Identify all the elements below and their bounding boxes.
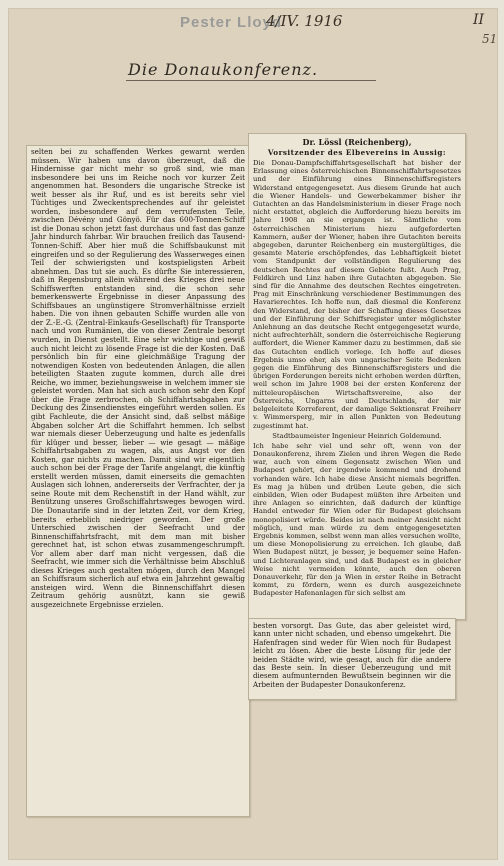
newspaper-stamp: Pester Lloyd (180, 14, 283, 31)
speaker-subheading: Vorsitzender des Elbevereins in Aussig: (267, 148, 447, 157)
clipping-left-column (26, 145, 250, 817)
second-speaker-heading: Stadtbaumeister Ingenieur Heinrich Goldemund. (272, 431, 442, 440)
left-column-text: selten bei zu schaffenden Werkes gewarnt werden müssen. Wir haben uns davon überzeugt, daß die Hindernisse gar nicht mehr so groß sind, wie man insbesondere bei uns im Reiche noch vor kurzer Zeit angenommen hat. Besonders die ungarische Strecke ist weit besser als ihr Ruf, und es ist bereits sehr viel Tüchtiges und Zweckentsprechendes auf ihr geleistet worden, insbesondere auf dem verrufensten Teile, zwischen Dévény und Gönyö. Für das 600-Tonnen-Schiff ist die Donau schon jetzt fast durchaus und fast das ganze Jahr hindurch fahrbar. Wir brauchen freilich das Tausend-Tonnen-Schiff. Aber hier muß die Schiffsbaukunst mit eingreifen und so der Regulierung des Wasserweges einen Teil der schwierigsten und kostspieligsten Arbeit abnehmen. Das tut sie auch. Es dürfte Sie interessieren, daß in Regensburg allein während des Krieges drei neue Schiffswerften entstanden sind, die schon sehr bemerkenswerte Ergebnisse in dieser Anpassung des Schiffsbaues an ungünstigere Stromverhältnisse erzielt haben. Die von ihnen gebauten Schiffe wurden alle von der Z.-E.-G. (Zentral-Einkaufs-Gesellschaft) für Transporte nach und von Rumänien, die von dieser Zentrale besorgt wurden, in Dienst gestellt. Eine sehr wichtige und gewiß auch nicht leicht zu lösende Frage ist die der Kosten. Daß persönlich bin für eine gleichmäßige Tragung der notwendigen Kosten von bedeutenden Anlagen, die allen beteiligten Staaten zugute kommen, durch alle drei Reiche, wo immer, beziehungsweise in welchem immer sie geleistet worden. Man hat sich auch schon sehr den Kopf über die Frage zerbrochen, ob Schiffahrtsabgaben zur Deckung des Zinsendienstes eingeführt werden sollen. Es gibt Fachleute, die der Ansicht sind, daß selbst mäßige Abgaben solcher Art die Schiffahrt hemmen. Ich selbst war niemals dieser Ueberzeugung und halte es jedenfalls für klüger und besser, lieber — wie gesagt — mäßige Schiffahrtsabgaben zu wagen, als, aus Angst vor den Kosten, gar nichts zu machen. Damit sind wir eigentlich auch schon bei der Frage der Tarife angelangt, die künftig erstellt werden müssen, damit einerseits die gemachten Auslagen sich lohnen, andererseits der Verfrachter, der ja seine Route mit dem Rechenstift in der Hand wählt, zur Benützung unseres Großschiffahrtsweges bewogen wird. Die Donautarife sind in der letzten Zeit, vor dem Krieg, bereits erheblich niedriger geworden. Der große Unterschied zwischen der Seefracht und der Binnenschiffahrtsfracht, mit dem man mit bisher gerechnet hat, ist schon etwas zusammengeschrumpft. Vor allem aber darf man nicht vergessen, daß die Seefracht, wie immer sich die Verhältnisse beim Abschluß dieses Krieges auch gestalten mögen, durch den Mangel an Schiffsraum sicherlich auf etwa ein Jahrzehnt gewaltig ansteigen wird. Wenn die Binnenschiffahrt diesen Zeitraum gehörig ausnützt, kann sie gewiß ausgezeichnete Ergebnisse erzielen. (31, 147, 245, 609)
handwritten-title-underline (126, 80, 376, 81)
right-column-text-2: Ich habe sehr viel und sehr oft, wenn von der Donaukonferenz, ihrem Zielen und ihren Wegen die Rede war, auch von einem Gegensatz zwischen Wien und Budapest gehört, der irgendwie kommend und drohend vorhanden wäre. Ich habe diese Ansicht niemals begriffen. Es mag ja hüben und drüben Leute geben, die sich einbilden, Wien oder Budapest müßten ihre Arbeiten und ihre Anlagen so einrichten, daß dadurch der künftige Handel entweder für Wien oder für Budapest gleichsam monopolisiert würde. Beides ist nach meiner Ansicht nicht möglich, und man würde zu dem entgegengesetzten Ergebnis kommen, selbst wenn man alles versuchen wollte, um diese Monopolisierung zu erreichen. Ich glaube, daß Wien Budapest nützt, je besser, je bequemer seine Hafen- und Lichteranlagen sind, und daß Budapest es in gleicher Weise nicht vermeiden könnte, auch den oberen Donauverkehr, für den ja Wien in erster Reihe in Betracht kommt, zu fördern, wenn es durch ausgezeichnete Budapester Hafenanlagen für sich selbst am (253, 441, 461, 598)
handwritten-title: Die Donaukonferenz. (128, 60, 319, 79)
handwritten-date: 4/IV. 1916 (266, 12, 343, 30)
speaker-heading: Dr. Lössl (Reichenberg), (302, 137, 412, 147)
clipping-right-column (248, 133, 466, 620)
continuation-text: besten vorsorgt. Das Gute, das aber geleistet wird, kann unter nicht schaden, und ebenso umgekehrt. Die Hafenfragen sind weder für Wien noch für Budapest leicht zu lösen. Aber die beste Lösung für jede der beiden Städte wird, wie gesagt, auch für die andere das Beste sein. In dieser Ueberzeugung und mit diesem aufmunternden Bewußtsein beginnen wir die Arbeiten der Budapester Donaukonferenz. (253, 621, 451, 689)
clipping-continuation (248, 618, 456, 700)
page-roman-number: II (473, 12, 485, 28)
right-column-text: Die Donau-Dampfschiffahrtsgesellschaft hat bisher der Erlassung eines österreichischen Binnenschiffahrtsgesetzes und der Einführung eines Binnenschiffsregisters Widerstand entgegengesetzt. Aus diesem Grunde hat auch die Wiener Handels- und Gewerbekammer bisher ihr Gutachten an das Handelsministerium in dieser Frage noch nicht erstattet, obgleich die Aufforderung hiezu bereits im Jahre 1908 an sie ergangen ist. Sämtliche vom österreichischen Ministerium hiezu aufgeforderten Kammern, außer der Wiener, haben ihre Gutachten bereits abgegeben, darunter Reichenberg ein mustergültiges, die gesamte Materie erschöpfendes, das Lebhaftigkeit bietet vom Standpunkt der vollständigen Regulierung des deutschen Rechtes auf diesem Gebiete fußt. Auch Prag, Feldkirch und Linz haben ihre Gutachten abgegeben. Sie sind für die Annahme des deutschen Rechtes eingetreten. Prag mit Einschränkung verschiedener Bestimmungen des Havarierechtes. Ich hoffe nun, daß diesmal die Konferenz den Widerstand, der bisher der Schaffung dieses Gesetzes und der Einführung der Schiffsregister unter möglichster Anlehnung an das deutsche Recht entgegengesetzt wurde, nicht aufrechterhält, sondern die österreichische Regierung auffordert, die Wiener Kammer dazu zu bestimmen, daß sie das Gutachten endlich vorlege. Ich hoffe auf dieses Ergebnis umso eher, als von ungarischer Seite Bedenken gegen die Einführung des Binnenschiffsregisters und die übrigen Forderungen bereits nicht erhoben werden dürften, weil schon im Jahre 1908 bei der ersten Konferenz der mitteleuropäischen Wirtschaftsvereine, also der Österreichs, Ungarns und Deutschlands, der mir belgeleitete Korreferent, der damalige Sektionsrat Freiherr v. Wimmersperg, mir in allen Punkten von Bedeutung zugestimmt hat. (253, 159, 461, 430)
page-archive-number: 51 (482, 32, 498, 46)
